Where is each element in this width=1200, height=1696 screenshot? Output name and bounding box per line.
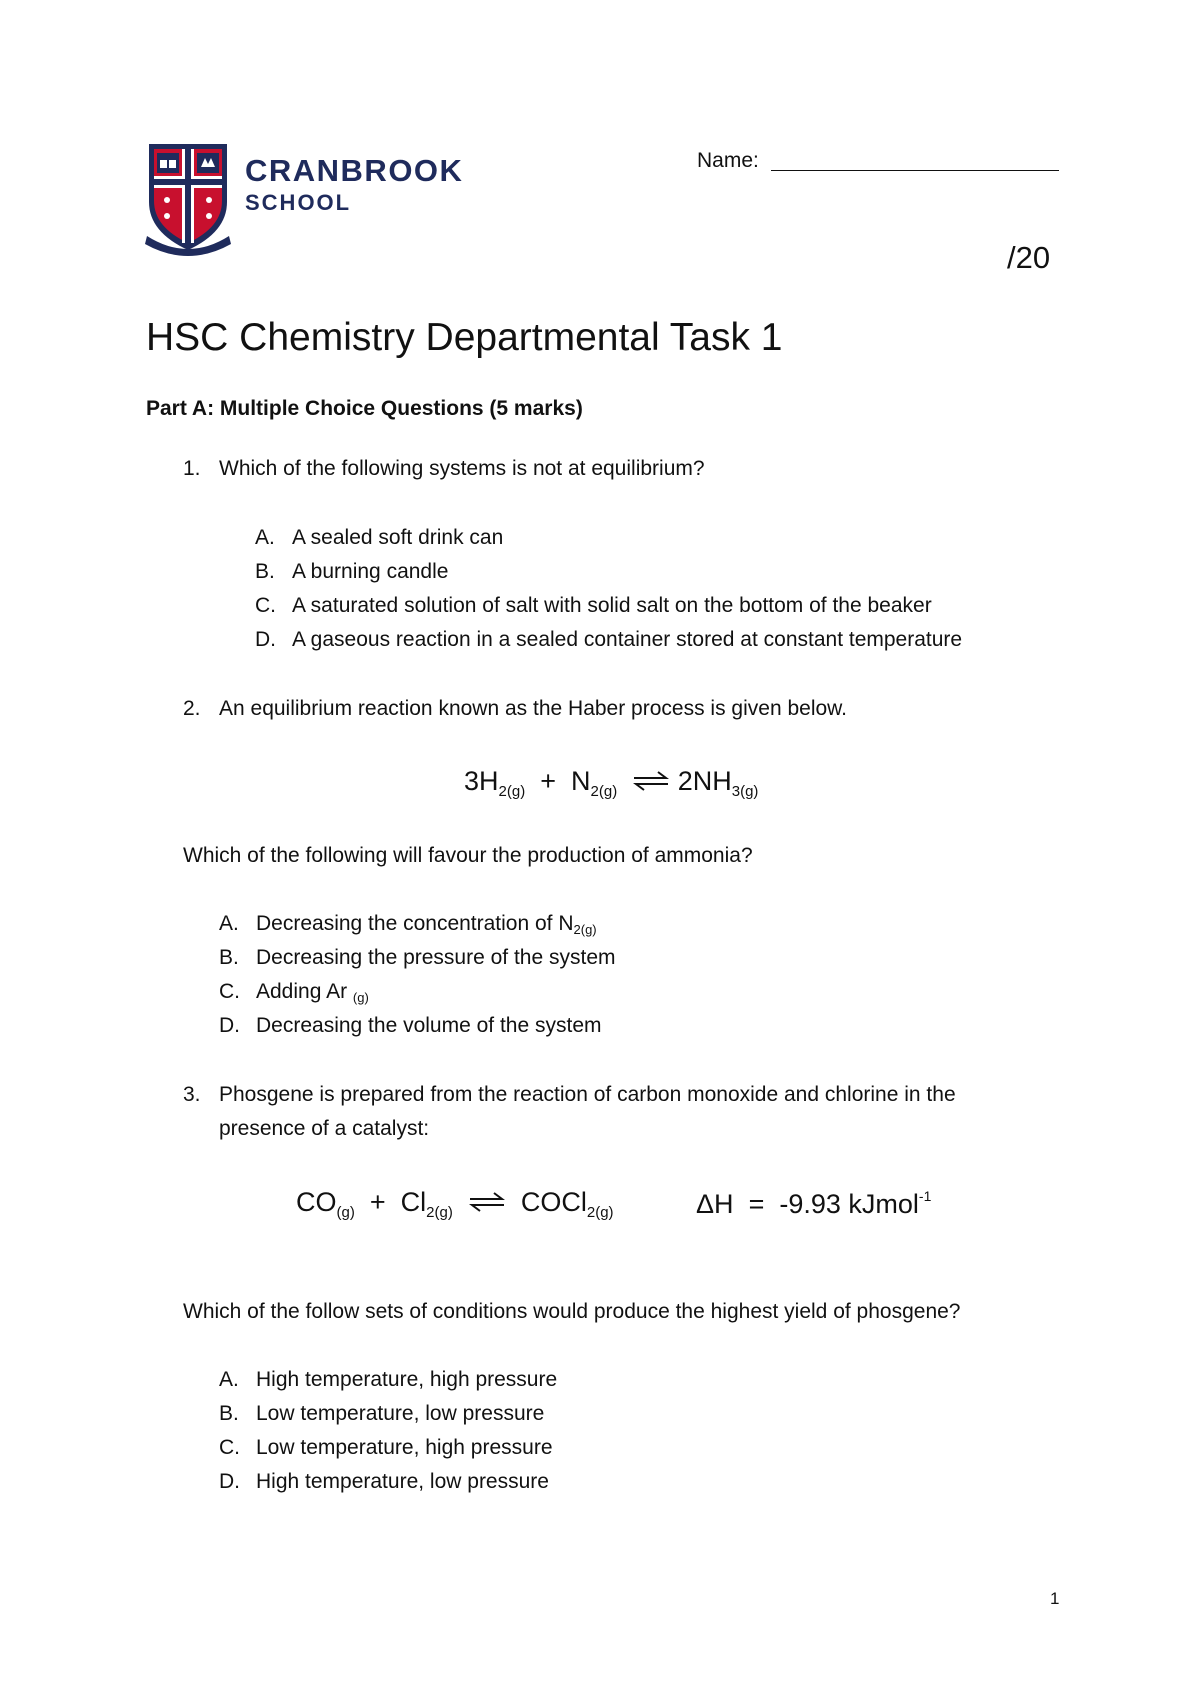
- option-text[interactable]: Decreasing the pressure of the system: [256, 946, 616, 969]
- option-letter: B.: [219, 1402, 239, 1425]
- option-letter: D.: [255, 628, 276, 651]
- option-text[interactable]: A gaseous reaction in a sealed container stored at constant temperature: [292, 628, 963, 651]
- marks-total: /20: [1007, 240, 1051, 275]
- option-letter: A.: [255, 526, 275, 549]
- question-number: 3.: [183, 1083, 201, 1106]
- question-text-line2: presence of a catalyst:: [219, 1117, 430, 1140]
- option-letter: C.: [219, 980, 240, 1003]
- equilibrium-arrow-icon: [468, 1192, 506, 1212]
- enthalpy-change: ΔH = -9.93 kJmol$^{-1}$: [696, 1188, 932, 1219]
- question-text-line1: Phosgene is prepared from the reaction of carbon monoxide and chlorine in the: [219, 1083, 956, 1106]
- question-text: An equilibrium reaction known as the Haber process is given below.: [219, 697, 848, 720]
- name-label: Name:: [697, 149, 759, 172]
- page-title: HSC Chemistry Departmental Task 1: [146, 316, 783, 359]
- option-text[interactable]: High temperature, low pressure: [256, 1470, 549, 1493]
- option-text[interactable]: Decreasing the volume of the system: [256, 1014, 602, 1037]
- option-text[interactable]: High temperature, high pressure: [256, 1368, 558, 1391]
- school-name-line2: SCHOOL: [245, 190, 352, 215]
- equilibrium-arrow-icon: [632, 771, 670, 791]
- school-crest-logo: [145, 140, 231, 256]
- option-text[interactable]: Decreasing the concentration of $N_{2(g)}$: [256, 912, 597, 937]
- option-letter: C.: [219, 1436, 240, 1459]
- section-heading: Part A: Multiple Choice Questions (5 marks): [146, 397, 583, 420]
- page-number: 1: [1050, 1589, 1060, 1608]
- option-text[interactable]: A burning candle: [292, 560, 449, 583]
- option-text[interactable]: Low temperature, high pressure: [256, 1436, 553, 1459]
- option-letter: B.: [255, 560, 275, 583]
- question-number: 1.: [183, 457, 201, 480]
- question-prompt: Which of the following will favour the production of ammonia?: [183, 844, 753, 867]
- question-text: Which of the following systems is not at equilibrium?: [219, 457, 705, 480]
- option-letter: A.: [219, 912, 239, 935]
- question-number: 2.: [183, 697, 201, 720]
- option-text[interactable]: Low temperature, low pressure: [256, 1402, 545, 1425]
- question-prompt: Which of the follow sets of conditions would produce the highest yield of phosgene?: [183, 1300, 961, 1323]
- phosgene-equation: $CO_{(g)} + Cl_{2(g)}$ COCl$_{2(g)}$: [296, 1187, 614, 1221]
- option-text[interactable]: A saturated solution of salt with solid salt on the bottom of the beaker: [292, 594, 932, 617]
- option-letter: D.: [219, 1014, 240, 1037]
- option-letter: A.: [219, 1368, 239, 1391]
- school-name-line1: CRANBROOK: [245, 153, 464, 188]
- option-text[interactable]: Adding Ar $_{(g)}$: [256, 980, 369, 1005]
- option-text[interactable]: A sealed soft drink can: [292, 526, 504, 549]
- haber-equation: $3H_{2(g)} + N_{2(g)}$ $2NH_{3(g)}$: [464, 766, 759, 800]
- option-letter: C.: [255, 594, 276, 617]
- name-blank-line[interactable]: [771, 170, 1059, 171]
- option-letter: D.: [219, 1470, 240, 1493]
- option-letter: B.: [219, 946, 239, 969]
